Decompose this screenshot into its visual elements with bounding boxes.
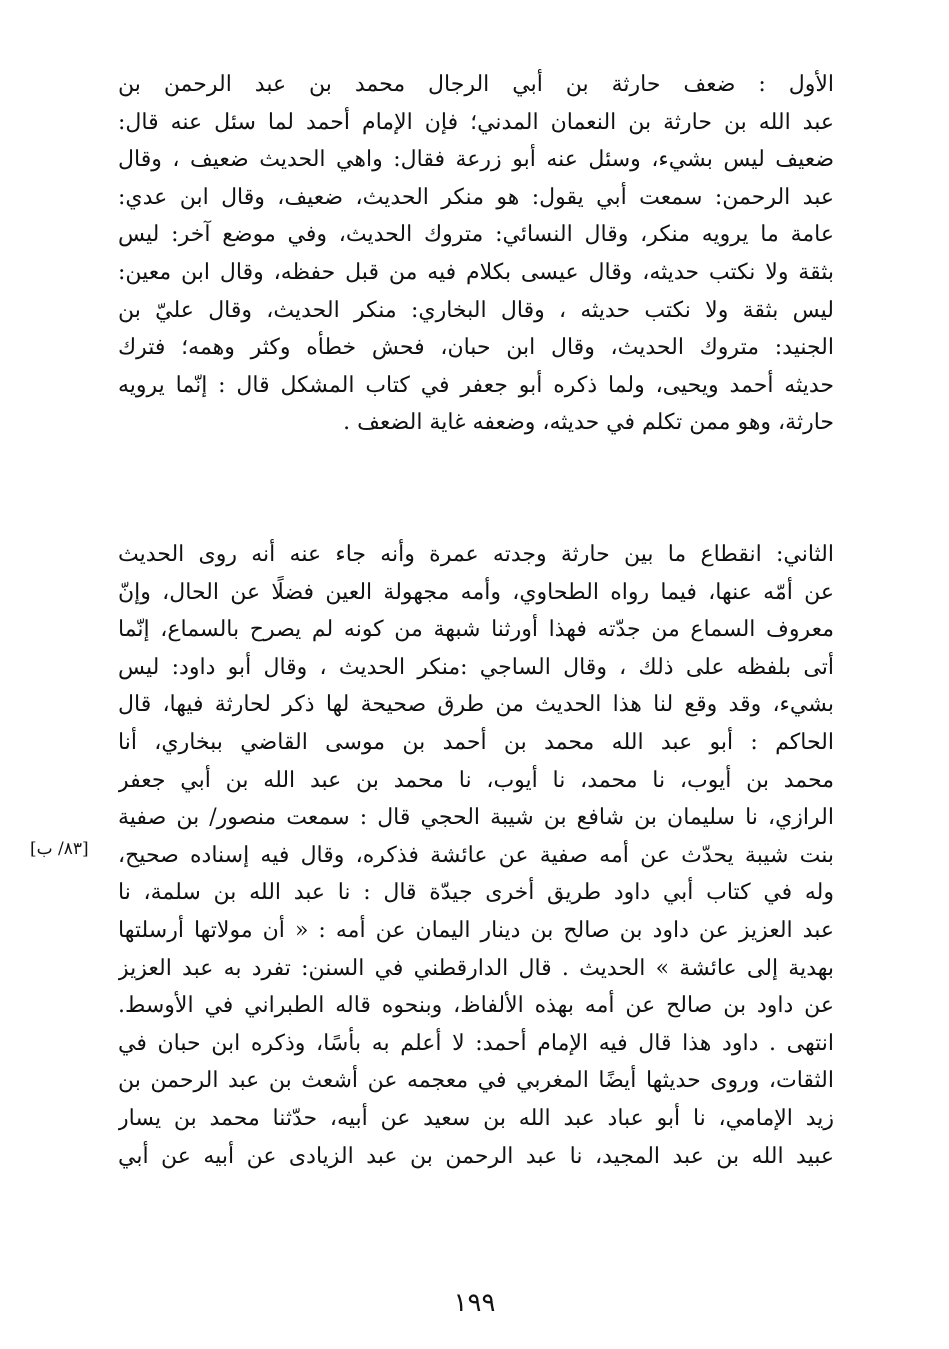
text-line: عن أمّه عنها، فيما رواه الطحاوي، وأمه مجهولة العين فضلًا عن الحال، وإنّ xyxy=(118,579,834,605)
paragraph-first-reason xyxy=(118,66,834,442)
page-number: ١٩٩ xyxy=(453,1288,496,1318)
text-line: أتى بلفظه على ذلك ، وقال الساجي :منكر الحديث ، وقال أبو داود: ليس xyxy=(118,654,834,680)
text-line: وله في كتاب أبي داود طريق أخرى جيدّة قال : نا عبد الله بن سلمة، نا xyxy=(118,880,834,906)
text-line: حديثه أحمد ويحيى، ولما ذكره أبو جعفر في كتاب المشكل قال : إنّما يرويه xyxy=(118,372,834,398)
text-line: حارثة، وهو ممن تكلم في حديثه، وضعفه غاية الضعف . xyxy=(343,410,834,436)
text-line: ليس بثقة ولا نكتب حديثه ، وقال البخاري: منكر الحديث، وقال عليّ بن xyxy=(118,297,834,323)
text-line: عن داود بن صالح عن أمه بهذه الألفاظ، وبنحوه قاله الطبراني في الأوسط. xyxy=(118,993,834,1019)
text-line: الأول : ضعف حارثة بن أبي الرجال محمد بن عبد الرحمن بن xyxy=(118,72,834,97)
text-line: عبد الرحمن: سمعت أبي يقول: هو منكر الحديث، ضعيف، وقال ابن عدي: xyxy=(118,184,834,210)
text-line: الجنيد: متروك الحديث، وقال ابن حبان، فحش خطأه وكثر وهمه؛ فترك xyxy=(118,335,834,361)
text-line: ضعيف ليس بشيء، وسئل عنه أبو زرعة فقال: واهي الحديث ضعيف ، وقال xyxy=(118,147,834,173)
manuscript-folio-note: [٨٣/ ب] xyxy=(30,839,89,859)
text-line: معروف السماع من جدّته فهذا أورثنا شبهة من كونه لم يصرح بالسماع، إنّما xyxy=(118,617,834,643)
text-line: عبد الله بن حارثة بن النعمان المدني؛ فإن الإمام أحمد لما سئل عنه قال: xyxy=(118,109,834,135)
text-line: بشيء، وقد وقع لنا هذا الحديث من طرق صحيحة لها ذكر لحارثة فيها، قال xyxy=(118,692,834,718)
text-line: عبد العزيز عن داود بن صالح بن دينار اليمان عن أمه : « أن مولاتها أرسلتها xyxy=(118,917,834,943)
text-line: بثقة ولا نكتب حديثه، وقال عيسى بكلام فيه من قبل حفظه، وقال ابن معين: xyxy=(118,259,834,285)
text-line: بنت شيبة يحدّث عن أمه صفية عن عائشة فذكره، وقال فيه إسناده صحيح، xyxy=(118,842,834,868)
text-line: عبيد الله بن عبد المجيد، نا عبد الرحمن بن عبد الزيادى عن أبيه عن أبي xyxy=(118,1143,834,1169)
text-line: الثاني: انقطاع ما بين حارثة وجدته عمرة وأنه جاء عنه أنه روى الحديث xyxy=(118,542,834,567)
text-line: الرازي، نا سليمان بن شافع بن شيبة الحجي قال : سمعت منصور/ بن صفية xyxy=(118,805,834,831)
text-line: انتهى . داود هذا قال فيه الإمام أحمد: لا أعلم به بأسًا، وذكره ابن حبان في xyxy=(118,1030,834,1056)
text-line: بهدية إلى عائشة » الحديث . قال الدارقطني في السنن: تفرد به عبد العزيز xyxy=(118,955,834,981)
text-line: زيد الإمامي، نا أبو عباد عبد الله بن سعيد عن أبيه، حدّثنا محمد بن يسار xyxy=(118,1105,834,1131)
text-line: محمد بن أيوب، نا محمد، نا أيوب، نا محمد بن عبد الله بن أبي جعفر xyxy=(118,767,834,793)
paragraph-second-reason xyxy=(118,536,834,1175)
text-line: الثقات، وروى حديثها أيضًا المغربي في معجمه عن أشعث بن عبد الرحمن بن xyxy=(118,1068,834,1094)
text-line: الحاكم : أبو عبد الله محمد بن أحمد بن موسى القاضي ببخاري، أنا xyxy=(118,729,834,755)
text-line: عامة ما يرويه منكر، وقال النسائي: متروك الحديث، وفي موضع آخر: ليس xyxy=(118,222,834,248)
